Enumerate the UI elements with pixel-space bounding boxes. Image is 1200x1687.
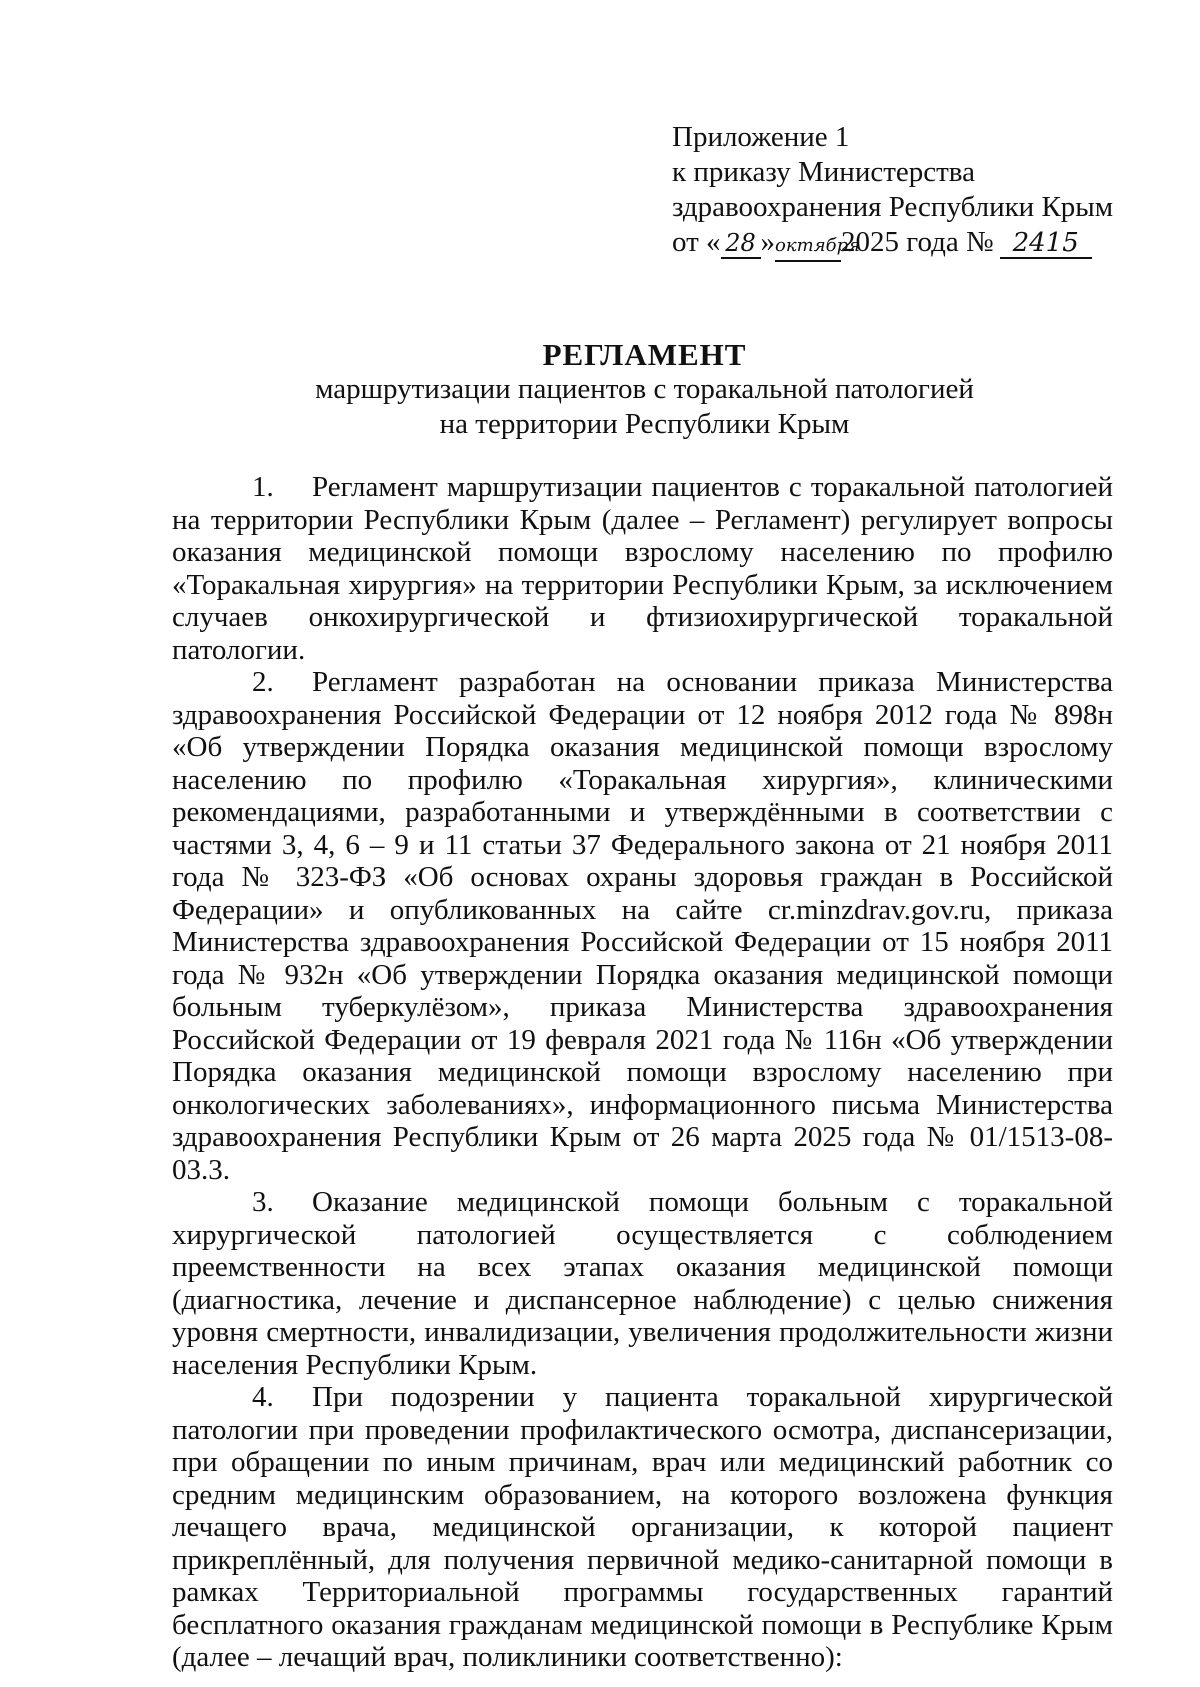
- paragraph-text: Оказание медицинской помощи больным с торакальной хирургической патологией осуществляется с соблюдением преемственности на всех этапах оказания медицинской помощи (диагностика, лечение и диспансерное наблюдение) с целью снижения уровня смертности, инвалидизации, увеличения продолжительности жизни населения Республики Крым.: [172, 1186, 1113, 1381]
- document-body: [172, 471, 1113, 1674]
- document-title: РЕГЛАМЕНТ: [542, 337, 747, 372]
- annex-date-line: [672, 225, 1172, 262]
- paragraph-text: Регламент маршрутизации пациентов с торакальной патологией на территории Республики Крым (далее – Регламент) регулирует вопросы оказания медицинской помощи взрослому населению по профилю «Торакальная хирургия» на территории Республики Крым, за исключением случаев онкохирургической и фтизиохирургической торакальной патологии.: [172, 471, 1113, 666]
- date-day-handwritten: 28: [721, 229, 761, 259]
- annex-line-2: к приказу Министерства: [672, 156, 975, 188]
- paragraph-number: 2.: [252, 666, 274, 698]
- paragraph-3: [172, 1186, 1113, 1381]
- date-suffix: 2025 года №: [841, 226, 994, 258]
- paragraph-number: 4.: [252, 1381, 274, 1413]
- paragraph-text: Регламент разработан на основании приказа Министерства здравоохранения Российской Федерации от 12 ноября 2012 года № 898н «Об утверждении Порядка оказания медицинской помощи взрослому населению по профилю «Торакальная хирургия», клиническими рекомендациями, разработанными и утверждёнными в соответствии с частями 3, 4, 6 – 9 и 11 статьи 37 Федерального закона от 21 ноября 2011 года № 323-ФЗ «Об основах охраны здоровья граждан в Российской Федерации» и опубликованных на сайте cr.minzdrav.gov.ru, приказа Министерства здравоохранения Российской Федерации от 15 ноября 2011 года № 932н «Об утверждении Порядка оказания медицинской помощи больным туберкулёзом», приказа Министерства здравоохранения Российской Федерации от 19 февраля 2021 года № 116н «Об утверждении Порядка оказания медицинской помощи взрослому населению при онкологических заболеваниях», информационного письма Министерства здравоохранения Республики Крым от 26 марта 2025 года № 01/1513-08-03.3.: [172, 666, 1113, 1186]
- subtitle-line-2: на территории Республики Крым: [439, 408, 850, 440]
- date-prefix: от «: [672, 226, 721, 258]
- paragraph-text: При подозрении у пациента торакальной хирургической патологии при проведении профилактического осмотра, диспансеризации, при обращении по иным причинам, врач или медицинский работник со средним медицинским образованием, на которого возложена функция лечащего врача, медицинской организации, к которой пациент прикреплённый, для получения первичной медико-санитарной помощи в рамках Территориальной программы государственных гарантий бесплатного оказания гражданам медицинской помощи в Республике Крым (далее – лечащий врач, поликлиники соответственно):: [172, 1381, 1113, 1673]
- subtitle-line-1: маршрутизации пациентов с торакальной патологией: [315, 373, 974, 405]
- annex-block: [672, 120, 1172, 262]
- paragraph-number: 3.: [252, 1186, 274, 1218]
- order-number-handwritten: 2415: [1000, 229, 1092, 259]
- annex-line-1: Приложение 1: [672, 121, 850, 153]
- paragraph-2: [172, 666, 1113, 1186]
- date-mid: »: [760, 226, 776, 258]
- paragraph-4: [172, 1381, 1113, 1674]
- paragraph-number: 1.: [252, 471, 274, 503]
- document-subtitle: [0, 372, 1200, 442]
- date-month-handwritten: октября: [775, 232, 841, 262]
- annex-line-3: здравоохранения Республики Крым: [672, 191, 1114, 223]
- paragraph-1: [172, 471, 1113, 666]
